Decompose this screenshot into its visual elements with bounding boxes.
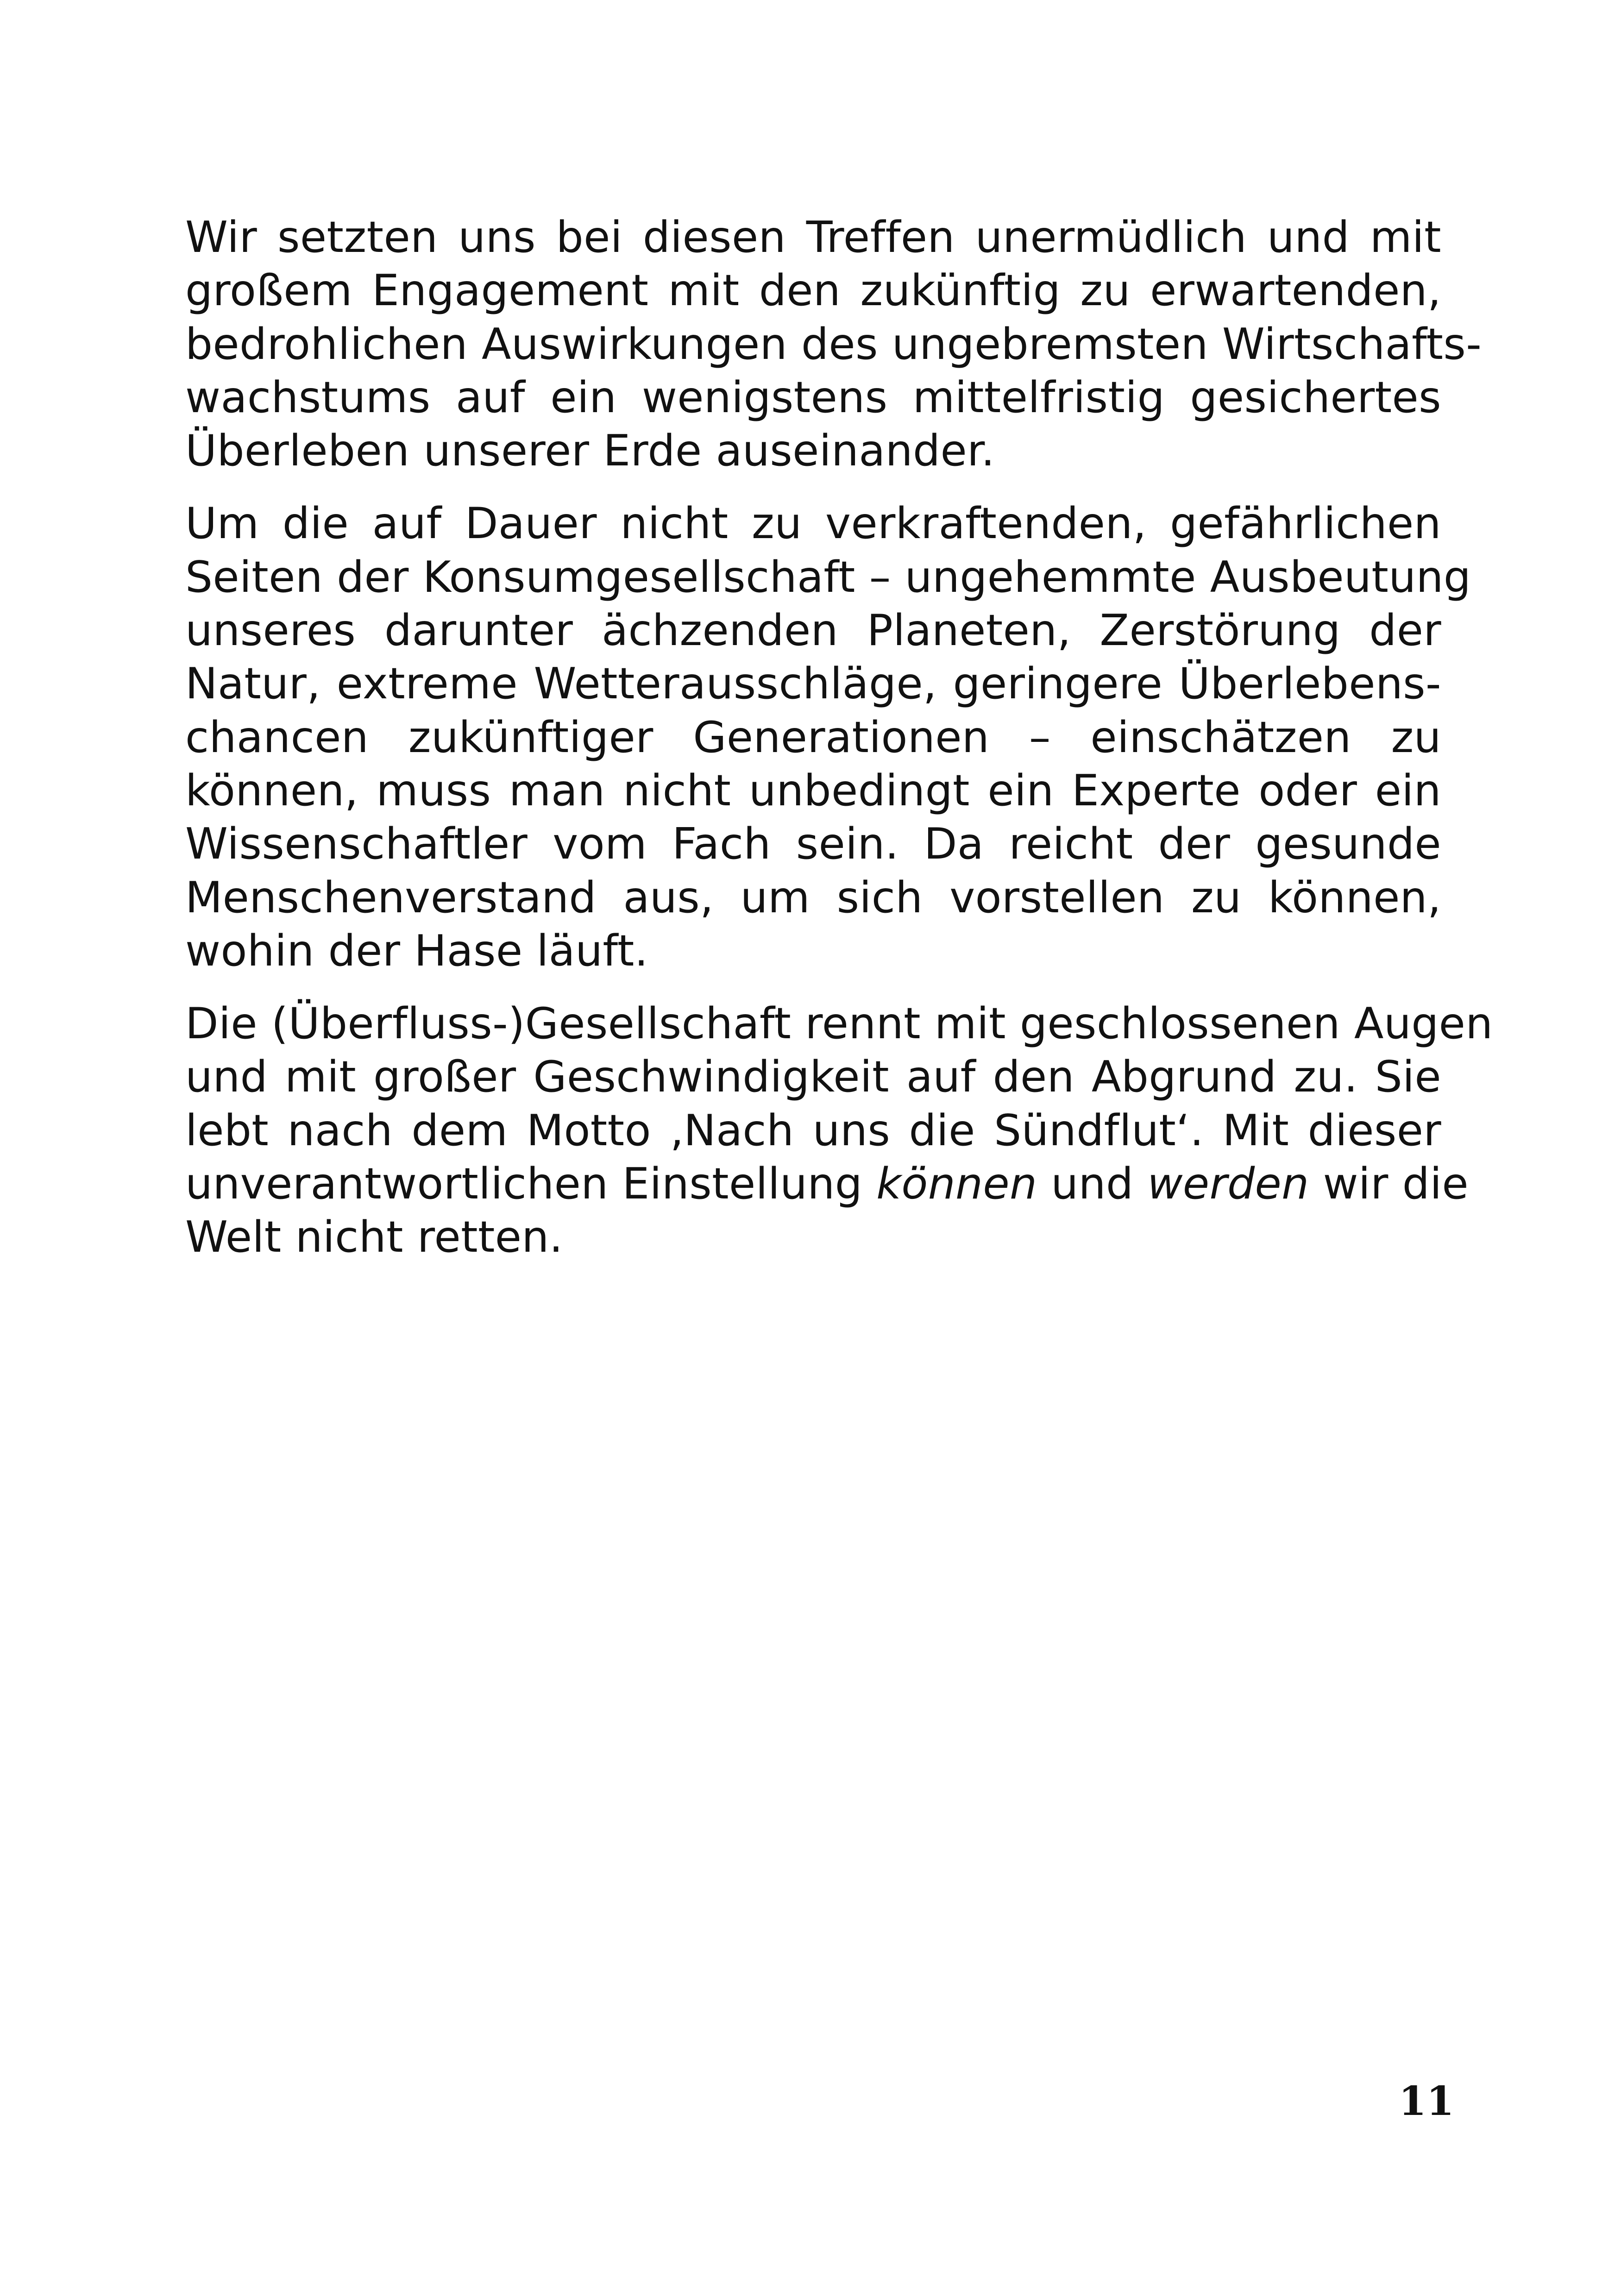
- text-line: Welt nicht retten.: [185, 1212, 563, 1262]
- text-line: chancen zukünftiger Generationen – einschätzen zu: [185, 712, 1441, 762]
- page-number: 11: [1399, 2078, 1454, 2125]
- text-line: Überleben unserer Erde auseinander.: [185, 426, 995, 476]
- text-line: Seiten der Konsumgesellschaft – ungehemmte Ausbeutung: [185, 552, 1471, 602]
- text-run: und: [1037, 1159, 1148, 1209]
- text-line: wachstums auf ein wenigstens mittelfristig gesichertes: [185, 372, 1441, 422]
- text-line-with-emphasis: [185, 1157, 1469, 1211]
- text-line: Um die auf Dauer nicht zu verkraftenden, gefährlichen: [185, 498, 1441, 549]
- text-line: Natur, extreme Wetterausschläge, geringere Überlebens-: [185, 659, 1441, 709]
- text-line: lebt nach dem Motto ‚Nach uns die Sündflut‘. Mit dieser: [185, 1105, 1441, 1155]
- emphasized-word: werden: [1147, 1159, 1309, 1209]
- text-line: Wir setzten uns bei diesen Treffen unermüdlich und mit: [185, 212, 1441, 262]
- text-line: großem Engagement mit den zukünftig zu erwartenden,: [185, 265, 1441, 316]
- text-line: Menschenverstand aus, um sich vorstellen zu können,: [185, 872, 1441, 922]
- text-line: unseres darunter ächzenden Planeten, Zerstörung der: [185, 605, 1441, 656]
- text-line: und mit großer Geschwindigkeit auf den Abgrund zu. Sie: [185, 1052, 1441, 1102]
- body-text: [185, 211, 1493, 1264]
- text-line: Wissenschaftler vom Fach sein. Da reicht der gesunde: [185, 819, 1441, 869]
- text-line: können, muss man nicht unbedingt ein Experte oder ein: [185, 765, 1441, 816]
- paragraph-1: [185, 211, 1482, 477]
- emphasized-word: können: [876, 1159, 1037, 1209]
- text-run: wir die: [1309, 1159, 1469, 1209]
- paragraph-2: [185, 497, 1471, 978]
- text-run: unverantwortlichen Einstellung: [185, 1159, 877, 1209]
- text-line: bedrohlichen Auswirkungen des ungebremsten Wirtschafts-: [185, 319, 1482, 369]
- text-line: Die (Überfluss-)Gesellschaft rennt mit geschlossenen Augen: [185, 998, 1493, 1049]
- paragraph-3: [185, 997, 1493, 1264]
- text-line: wohin der Hase läuft.: [185, 925, 648, 976]
